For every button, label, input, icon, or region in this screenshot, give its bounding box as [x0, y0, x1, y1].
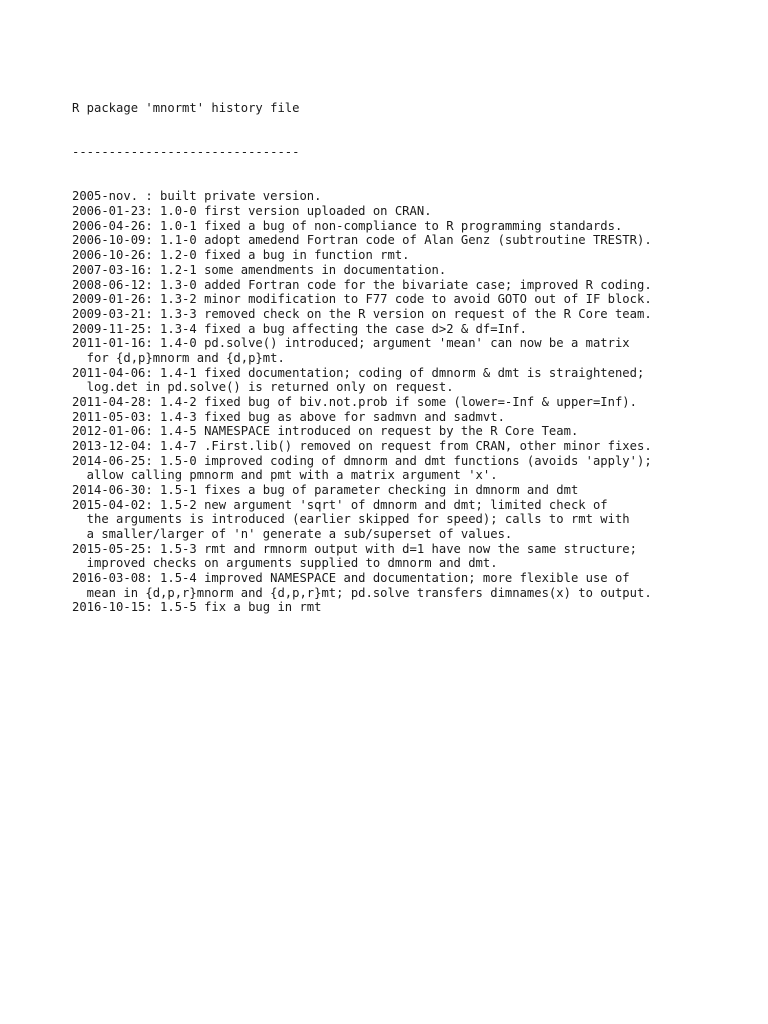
- history-line: a smaller/larger of 'n' generate a sub/superset of values.: [72, 526, 513, 541]
- history-line: 2014-06-25: 1.5-0 improved coding of dmnorm and dmt functions (avoids 'apply');: [72, 453, 652, 468]
- history-line: 2006-10-09: 1.1-0 adopt amedend Fortran code of Alan Genz (subtroutine TRESTR).: [72, 233, 652, 248]
- history-document: [72, 72, 752, 630]
- history-line: 2006-04-26: 1.0-1 fixed a bug of non-compliance to R programming standards.: [72, 218, 623, 233]
- history-line: 2015-05-25: 1.5-3 rmt and rmnorm output with d=1 have now the same structure;: [72, 541, 637, 556]
- history-line: 2015-04-02: 1.5-2 new argument 'sqrt' of dmnorm and dmt; limited check of: [72, 497, 608, 512]
- history-line: 2012-01-06: 1.4-5 NAMESPACE introduced on request by the R Core Team.: [72, 424, 579, 439]
- history-line: 2011-05-03: 1.4-3 fixed bug as above for sadmvn and sadmvt.: [72, 409, 505, 424]
- history-line: 2011-01-16: 1.4-0 pd.solve() introduced; argument 'mean' can now be a matrix: [72, 336, 630, 351]
- history-line: mean in {d,p,r}mnorm and {d,p,r}mt; pd.solve transfers dimnames(x) to output.: [72, 585, 652, 600]
- history-line: allow calling pmnorm and pmt with a matrix argument 'x'.: [72, 468, 498, 483]
- history-line: 2016-10-15: 1.5-5 fix a bug in rmt: [72, 600, 322, 615]
- history-line: improved checks on arguments supplied to dmnorm and dmt.: [72, 556, 498, 571]
- history-line: 2008-06-12: 1.3-0 added Fortran code for the bivariate case; improved R coding.: [72, 277, 652, 292]
- history-line: 2011-04-28: 1.4-2 fixed bug of biv.not.prob if some (lower=-Inf & upper=Inf).: [72, 394, 637, 409]
- history-line: the arguments is introduced (earlier skipped for speed); calls to rmt with: [72, 512, 630, 527]
- history-line: 2014-06-30: 1.5-1 fixes a bug of parameter checking in dmnorm and dmt: [72, 482, 579, 497]
- history-entries: [72, 189, 752, 614]
- history-line: 2016-03-08: 1.5-4 improved NAMESPACE and documentation; more flexible use of: [72, 570, 630, 585]
- history-line: 2013-12-04: 1.4-7 .First.lib() removed on request from CRAN, other minor fixes.: [72, 438, 652, 453]
- history-line: for {d,p}mnorm and {d,p}mt.: [72, 350, 285, 365]
- history-line: log.det in pd.solve() is returned only on request.: [72, 380, 454, 395]
- history-line: 2006-10-26: 1.2-0 fixed a bug in function rmt.: [72, 248, 410, 263]
- history-line: 2011-04-06: 1.4-1 fixed documentation; coding of dmnorm & dmt is straightened;: [72, 365, 645, 380]
- history-line: 2007-03-16: 1.2-1 some amendments in documentation.: [72, 262, 447, 277]
- history-line: 2009-01-26: 1.3-2 minor modification to F77 code to avoid GOTO out of IF block.: [72, 292, 652, 307]
- document-title: R package 'mnormt' history file: [72, 101, 300, 116]
- history-line: 2009-11-25: 1.3-4 fixed a bug affecting the case d>2 & df=Inf.: [72, 321, 527, 336]
- history-line: 2009-03-21: 1.3-3 removed check on the R version on request of the R Core team.: [72, 306, 652, 321]
- title-underline: -------------------------------: [72, 145, 300, 160]
- history-line: 2006-01-23: 1.0-0 first version uploaded on CRAN.: [72, 204, 432, 219]
- history-line: 2005-nov. : built private version.: [72, 189, 322, 204]
